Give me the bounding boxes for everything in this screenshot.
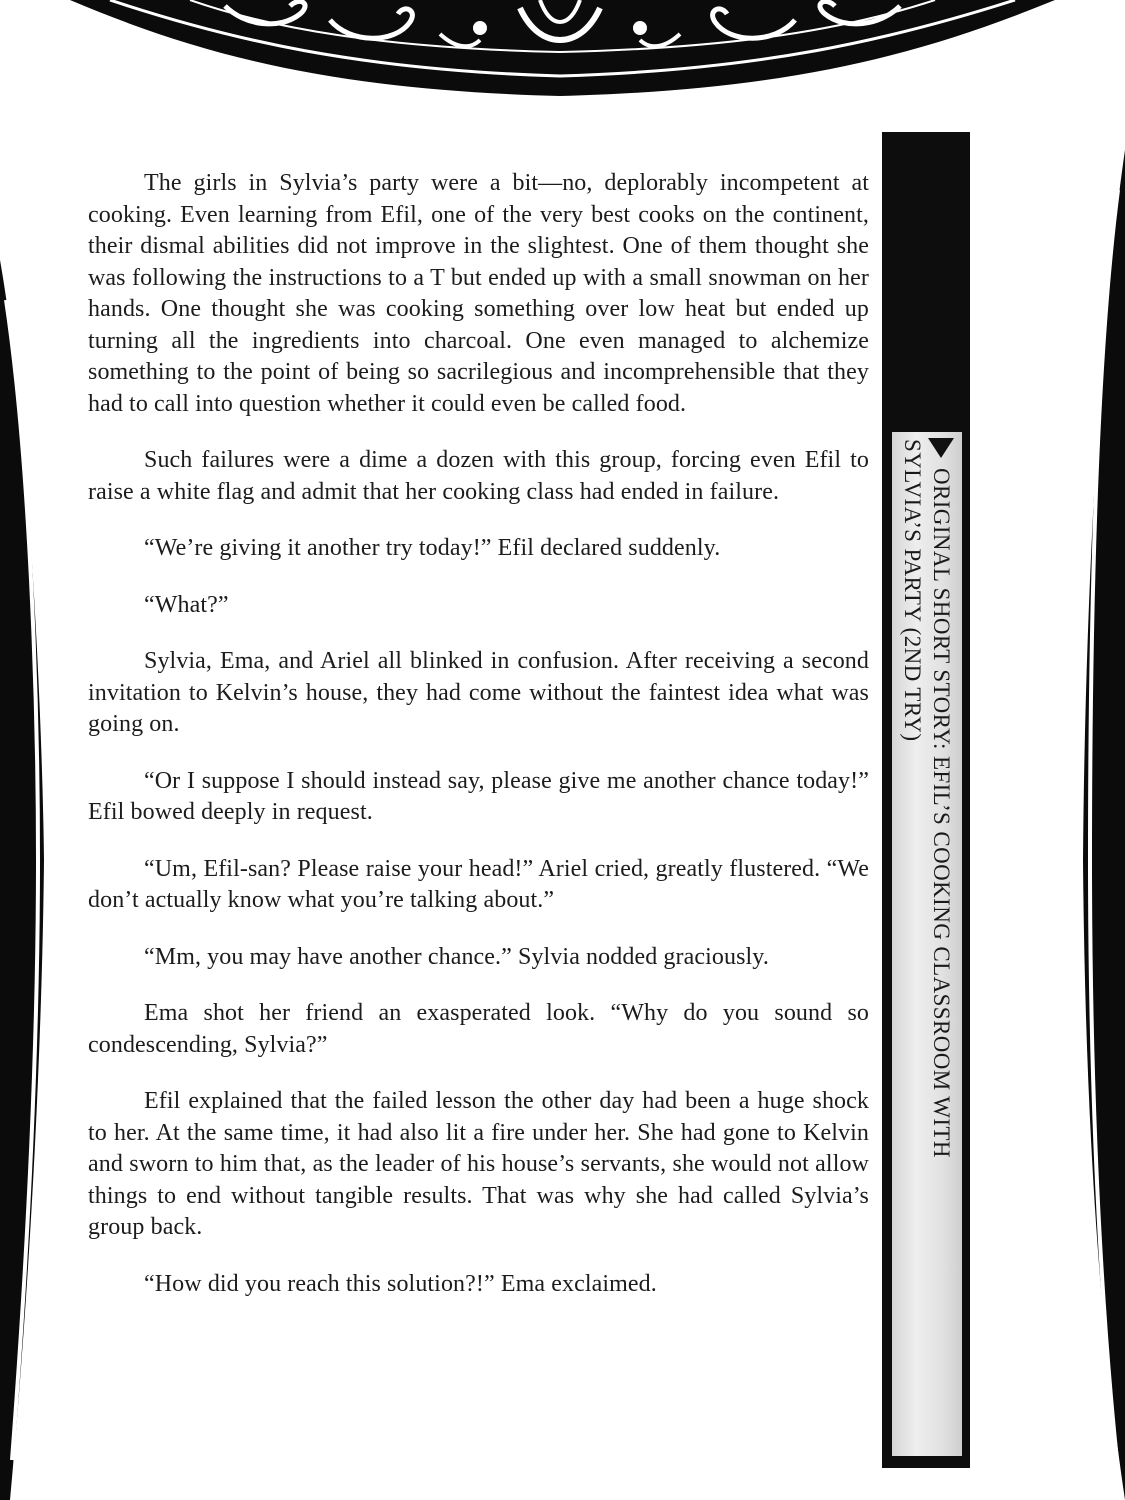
triangle-marker-icon (928, 438, 954, 458)
left-frame (0, 260, 44, 1500)
chapter-title (892, 432, 962, 1456)
paragraph: Ema shot her friend an exasperated look. “Why do you sound so condescending, Sylvia?” (88, 1000, 869, 1058)
paragraph: The girls in Sylvia’s party were a bit—no, deplorably incompetent at cooking. Even learning from Efil, one of the very best cooks on the continent, their dismal abilities did not improve in the slightest. One of them thought she was following the instructions to a T but ended up with a small snowman on her hands. One thought she was cooking something over low heat but ended up turning all the ingredients into charcoal. One even managed to alchemize something to the point of being so sacrilegious and incomprehensible that they had to call into question whether it could even be called food. (88, 170, 869, 417)
paragraph: “Or I suppose I should instead say, please give me another chance today!” Efil bowed deeply in request. (88, 767, 869, 825)
paragraph: “How did you reach this solution?!” Ema exclaimed. (144, 1270, 657, 1297)
paragraph: Sylvia, Ema, and Ariel all blinked in confusion. After receiving a second invitation to Kelvin’s house, they had come without the faintest idea what was going on. (88, 648, 869, 737)
paragraph: “What?” (144, 591, 229, 618)
chapter-title-tab (892, 432, 962, 1456)
paragraph: Such failures were a dime a dozen with this group, forcing even Efil to raise a white flag and admit that her cooking class had ended in failure. (88, 447, 869, 505)
header-ornament (70, 0, 1055, 96)
chapter-title-line2: SYLVIA’S PARTY (2ND TRY) (900, 439, 926, 742)
chapter-title-line1: ORIGINAL SHORT STORY: EFIL’S COOKING CLASSROOM WITH (928, 468, 954, 1158)
story-body (88, 168, 869, 1325)
right-frame (1083, 150, 1125, 1500)
paragraph: Efil explained that the failed lesson the other day had been a huge shock to her. At the same time, it had also lit a fire under her. She had gone to Kelvin and sworn to him that, as the leader of his house’s servants, she would not allow things to end without tangible results. That was why she had called Sylvia’s group back. (88, 1088, 869, 1240)
paragraph: “Mm, you may have another chance.” Sylvia nodded graciously. (144, 943, 769, 970)
paragraph: “We’re giving it another try today!” Efil declared suddenly. (144, 535, 721, 561)
paragraph: “Um, Efil-san? Please raise your head!” Ariel cried, greatly flustered. “We don’t actually know what you’re talking about.” (88, 855, 869, 913)
